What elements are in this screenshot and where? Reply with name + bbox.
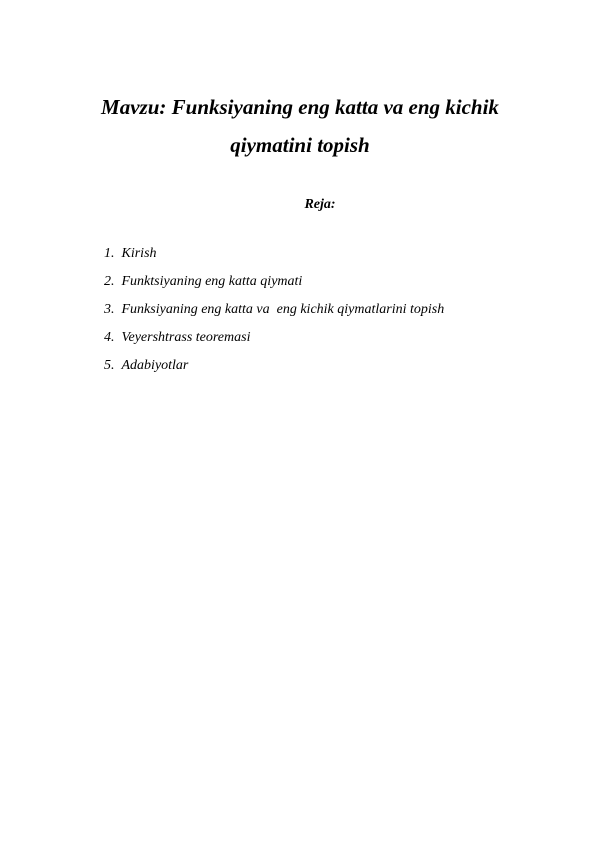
plan-item-5 bbox=[104, 357, 444, 385]
plan-item-number: 2. bbox=[104, 274, 115, 289]
plan-item-number: 1. bbox=[104, 246, 115, 261]
plan-item-number: 5. bbox=[104, 358, 115, 373]
plan-item-text: Funktsiyaning eng katta qiymati bbox=[121, 274, 303, 289]
document-title-line-2: qiymatini topish bbox=[230, 133, 370, 157]
plan-heading: Reja: bbox=[304, 197, 336, 212]
plan-item-text: Veyershtrass teoremasi bbox=[121, 330, 251, 345]
plan-list bbox=[104, 245, 444, 385]
plan-item-1 bbox=[104, 245, 444, 273]
plan-item-number: 3. bbox=[104, 302, 115, 317]
plan-item-number: 4. bbox=[104, 330, 115, 345]
plan-item-text: Adabiyotlar bbox=[121, 358, 189, 373]
document-title-line-1: Mavzu: Funksiyaning eng katta va eng kichik bbox=[101, 95, 499, 119]
plan-item-text: Funksiyaning eng katta va eng kichik qiymatlarini topish bbox=[121, 302, 445, 317]
plan-item-4 bbox=[104, 329, 444, 357]
plan-item-2 bbox=[104, 273, 444, 301]
plan-item-text: Kirish bbox=[121, 246, 157, 261]
plan-item-3 bbox=[104, 301, 444, 329]
